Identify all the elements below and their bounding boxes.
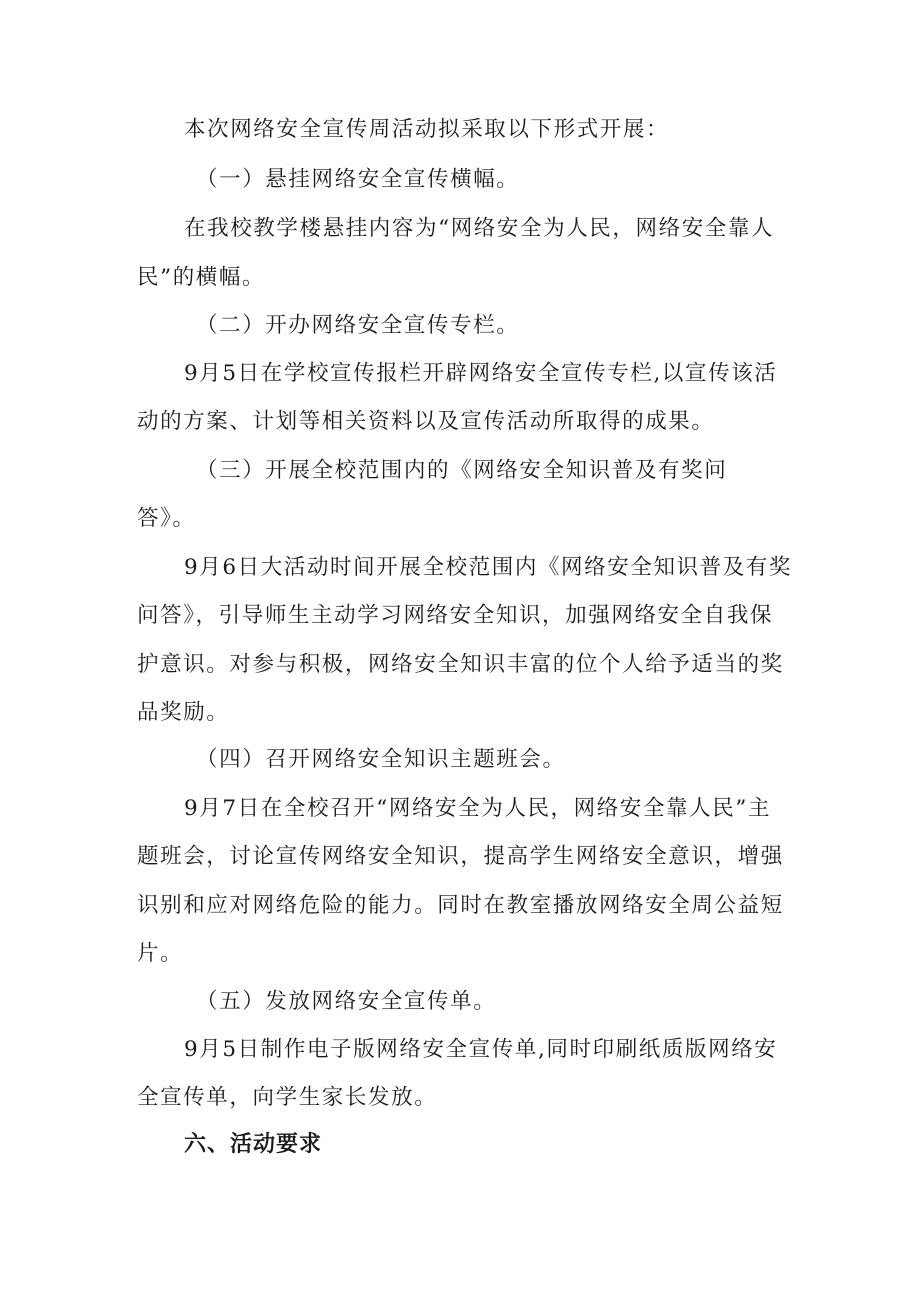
item-2-body-line: 9月5日在学校宣传报栏开辟网络安全宣传专栏,以宣传该活 bbox=[184, 361, 778, 386]
item-3-title: （三）开展全校范围内的《网络安全知识普及有奖问 bbox=[196, 458, 728, 483]
item-3-body-line: 问答》，引导师生主动学习网络安全知识，加强网络安全自我保 bbox=[137, 603, 774, 628]
item-4-body-line: 9月7日在全校召开“网络安全为人民，网络安全靠人民”主 bbox=[184, 796, 772, 821]
item-3-title-continued: 答》。 bbox=[137, 506, 196, 531]
item-2-body-line: 动的方案、计划等相关资料以及宣传活动所取得的成果。 bbox=[137, 409, 715, 434]
item-5-body-line: 全宣传单，向学生家长发放。 bbox=[137, 1085, 438, 1110]
item-3-body-line: 护意识。对参与积极，网络安全知识丰富的位个人给予适当的奖 bbox=[137, 652, 784, 677]
item-4-body-line: 题班会，讨论宣传网络安全知识，提高学生网络安全意识，增强 bbox=[137, 844, 784, 869]
item-1-body-line: 民”的横幅。 bbox=[137, 265, 266, 290]
item-3-body-line: 9月6日大活动时间开展全校范围内《网络安全知识普及有奖 bbox=[184, 555, 793, 580]
item-4-body-line: 片。 bbox=[137, 941, 184, 966]
item-3-body-line: 品奖励。 bbox=[137, 700, 230, 725]
item-1-title: （一）悬挂网络安全宣传横幅。 bbox=[196, 167, 520, 192]
section-heading: 六、活动要求 bbox=[184, 1132, 323, 1157]
item-1-body-line: 在我校教学楼悬挂内容为“网络安全为人民，网络安全靠人 bbox=[184, 216, 775, 241]
intro-paragraph: 本次网络安全宣传周活动拟采取以下形式开展： bbox=[184, 117, 670, 142]
item-2-title: （二）开办网络安全宣传专栏。 bbox=[196, 313, 520, 338]
item-4-body-line: 识别和应对网络危险的能力。同时在教室播放网络安全周公益短 bbox=[137, 893, 784, 918]
item-5-body-line: 9月5日制作电子版网络安全宣传单,同时印刷纸质版网络安 bbox=[184, 1037, 778, 1062]
item-4-title: （四）召开网络安全知识主题班会。 bbox=[196, 747, 566, 772]
item-5-title: （五）发放网络安全宣传单。 bbox=[196, 989, 497, 1014]
